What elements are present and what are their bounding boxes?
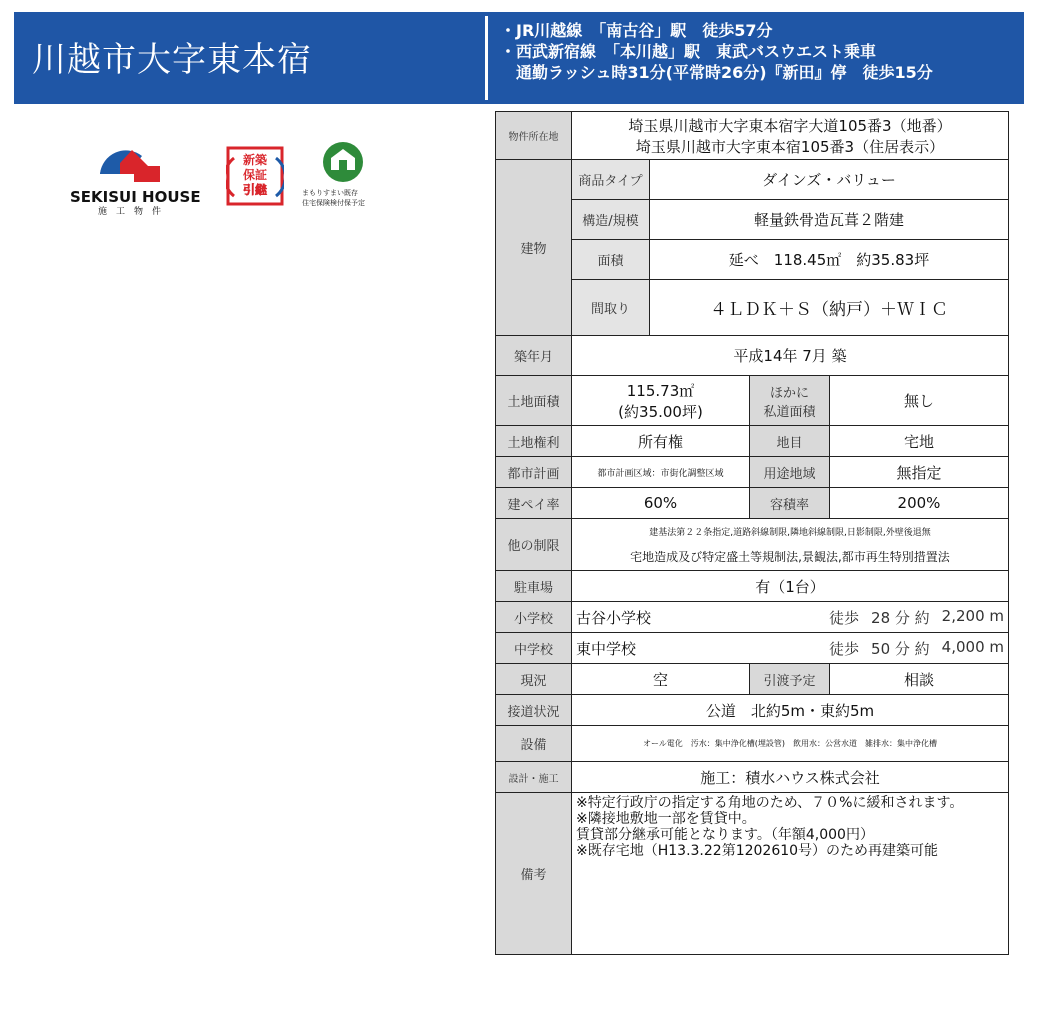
land-category-label: 地目: [750, 426, 830, 457]
city-plan-label: 都市計画: [496, 457, 572, 488]
built-label: 築年月: [496, 336, 572, 376]
table-row: [496, 200, 1009, 240]
zoning-value: 無指定: [830, 457, 1009, 488]
table-row: [496, 488, 1009, 519]
city-plan-value: 都市計画区域：市街化調整区域: [572, 457, 750, 488]
sekisui-name: SEKISUI HOUSE: [70, 188, 201, 206]
parking-label: 駐車場: [496, 571, 572, 602]
junior-high-label: 中学校: [496, 633, 572, 664]
layout-value: ４ＬＤＫ＋Ｓ（納戸）＋ＷＩＣ: [650, 280, 1009, 336]
private-road-value: 無し: [830, 376, 1009, 426]
type-label: 商品タイプ: [572, 160, 650, 200]
table-row: [496, 336, 1009, 376]
remarks-line: ※隣接地敷地一部を賃貸中。: [576, 811, 756, 827]
coverage-value: 60%: [572, 488, 750, 519]
far-value: 200%: [830, 488, 1009, 519]
location-value: [572, 112, 1009, 160]
land-area-label: 土地面積: [496, 376, 572, 426]
junior-walk-minutes: 50 分 約: [871, 639, 930, 658]
table-row: [496, 160, 1009, 200]
location-label: 物件所在地: [496, 112, 572, 160]
mamori-sumai-logo: [302, 140, 412, 220]
junior-high-name: 東中学校: [576, 639, 637, 658]
built-value: 平成14年 7月 築: [572, 336, 1009, 376]
land-area-sqm: 115.73㎡: [626, 381, 695, 400]
private-road-label-line: 私道面積: [763, 404, 816, 420]
table-row: [496, 726, 1009, 762]
restrictions-line: 建基法第２２条指定,道路斜線制限,隣地斜線制限,日影制限,外壁後退無: [649, 527, 931, 538]
table-row: [496, 426, 1009, 457]
access-info: [500, 20, 933, 83]
restrictions-line: 宅地造成及び特定盛土等規制法,景観法,都市再生特別措置法: [630, 549, 950, 564]
table-row: [496, 762, 1009, 793]
table-row: [496, 519, 1009, 571]
junior-high-value: [572, 633, 1009, 664]
type-value: ダインズ・バリュー: [650, 160, 1009, 200]
table-row: [496, 602, 1009, 633]
status-label: 現況: [496, 664, 572, 695]
page-title: 川越市大字東本宿: [32, 40, 312, 80]
structure-label: 構造/規模: [572, 200, 650, 240]
table-row: [496, 664, 1009, 695]
land-area-value: [572, 376, 750, 426]
land-category-value: 宅地: [830, 426, 1009, 457]
elementary-walk-label: 徒歩: [829, 608, 860, 627]
access-line: ・JR川越線 「南古谷」駅 徒歩57分: [500, 21, 773, 40]
facilities-label: 設備: [496, 726, 572, 762]
remarks-line: 賃貸部分継承可能となります。（年額4,000円）: [576, 827, 874, 843]
elementary-walk-minutes: 28 分 約: [871, 608, 930, 627]
land-right-label: 土地権利: [496, 426, 572, 457]
sekisui-sub: 施 工 物 件: [98, 207, 162, 217]
facilities-value: オール電化 汚水：集中浄化槽(埋設管) 飲用水：公営水道 雑排水：集中浄化槽: [572, 726, 1009, 762]
access-line: 通勤ラッシュ時31分(平常時26分)『新田』停 徒歩15分: [500, 63, 933, 82]
sekisui-house-logo: [70, 140, 220, 220]
remarks-label: 備考: [496, 793, 572, 955]
design-value: 施工：積水ハウス株式会社: [572, 762, 1009, 793]
table-row: [496, 571, 1009, 602]
mamori-line: まもりすまい既存: [302, 189, 358, 197]
table-row: [496, 457, 1009, 488]
land-area-tsubo: (約35.00坪): [618, 402, 703, 421]
remarks-line: ※特定行政庁の指定する角地のため、７０%に緩和されます。: [576, 795, 964, 811]
handover-label: 引渡予定: [750, 664, 830, 695]
road-label: 接道状況: [496, 695, 572, 726]
table-row: [496, 240, 1009, 280]
logo-area: [70, 140, 410, 220]
zoning-label: 用途地域: [750, 457, 830, 488]
land-right-value: 所有権: [572, 426, 750, 457]
far-label: 容積率: [750, 488, 830, 519]
page-header: [14, 12, 1024, 104]
elementary-school-label: 小学校: [496, 602, 572, 633]
elementary-school-value: [572, 602, 1009, 633]
area-value: 延べ 118.45㎡ 約35.83坪: [650, 240, 1009, 280]
junior-walk-label: 徒歩: [829, 639, 860, 658]
warranty-badge-icon: [226, 146, 284, 206]
restrictions-label: 他の制限: [496, 519, 572, 571]
road-value: 公道 北約5m・東約5m: [572, 695, 1009, 726]
handover-value: 相談: [830, 664, 1009, 695]
table-row: [496, 376, 1009, 426]
coverage-label: 建ペイ率: [496, 488, 572, 519]
badge-line: 引継: [242, 183, 268, 197]
table-row: [496, 280, 1009, 336]
layout-label: 間取り: [572, 280, 650, 336]
design-label: 設計・施工: [496, 762, 572, 793]
junior-distance: 4,000 m: [941, 637, 1004, 656]
structure-value: 軽量鉄骨造瓦葺２階建: [650, 200, 1009, 240]
remarks-line: ※既存宅地（H13.3.22第1202610号）のため再建築可能: [576, 843, 939, 859]
mamori-line: 住宅保険検付保予定: [302, 199, 365, 207]
status-value: 空: [572, 664, 750, 695]
property-spec-table: [495, 111, 1009, 955]
parking-value: 有（1台）: [572, 571, 1009, 602]
table-row: [496, 793, 1009, 955]
table-row: [496, 112, 1009, 160]
elementary-distance: 2,200 m: [941, 606, 1004, 625]
badge-line: 保証: [242, 168, 268, 182]
private-road-label: [750, 376, 830, 426]
table-row: [496, 695, 1009, 726]
header-divider: [485, 16, 488, 100]
access-line: ・西武新宿線 「本川越」駅 東武バスウエスト乗車: [500, 42, 877, 61]
private-road-label-line: ほかに: [769, 385, 809, 401]
elementary-school-name: 古谷小学校: [576, 608, 652, 627]
location-lot: 埼玉県川越市大字東本宿字大道105番3（地番）: [628, 116, 952, 135]
restrictions-value: [572, 519, 1009, 571]
badge-line: 新築: [242, 153, 268, 167]
area-label: 面積: [572, 240, 650, 280]
building-label: 建物: [496, 160, 572, 336]
table-row: [496, 633, 1009, 664]
remarks-value: [572, 793, 1009, 955]
location-address: 埼玉県川越市大字東本宿105番3（住居表示）: [635, 137, 945, 156]
